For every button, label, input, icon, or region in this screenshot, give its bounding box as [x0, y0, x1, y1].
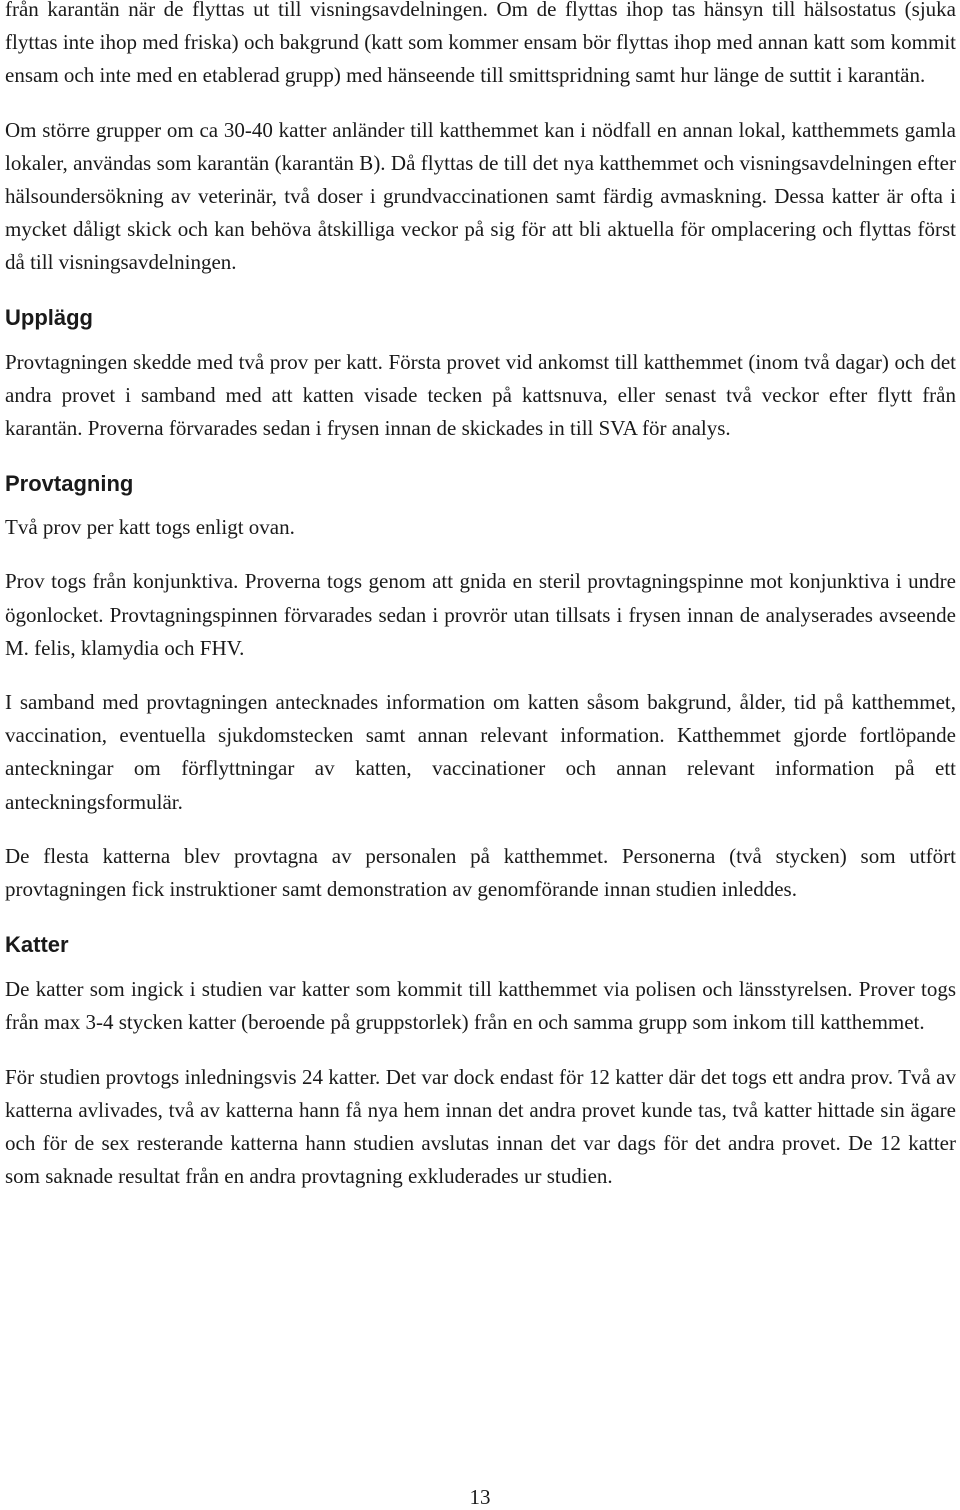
paragraph-information: I samband med provtagningen antecknades information om katten såsom bakgrund, ålder, tid på katthemmet, vaccination, eventuella sjukdomstecken samt annan relevant information. Katthemmet gjorde fortlöpande anteckningar om förflyttningar av katten, vaccinationer och annan relevant information på ett anteckningsformulär.: [5, 690, 956, 814]
heading-upplagg: Upplägg: [5, 304, 93, 330]
paragraph-antal-katter: För studien provtogs inledningsvis 24 katter. Det var dock endast för 12 katter där det togs ett andra prov. Två av katterna avlivades, två av katterna hann få nya hem innan det andra provet kunde tas, två katter hittade sin ägare och för de sex resterande katterna hann studien avslutas innan det var dags för det andra provet. De 12 katter som saknade resultat från en andra provtagning exkluderades ur studien.: [5, 1064, 956, 1189]
paragraph-katter-ursprung: De katter som ingick i studien var katter som kommit till katthemmet via polisen och länsstyrelsen. Prover togs från max 3-4 stycken katter (beroende på gruppstorlek) från en och samma grupp som inkom till katthemmet.: [5, 977, 956, 1035]
paragraph-personal: De flesta katterna blev provtagna av personalen på katthemmet. Personerna (två stycken) som utfört provtagningen fick instruktioner samt demonstration av genomförande innan studien inleddes.: [5, 843, 956, 902]
paragraph-tva-prov: Två prov per katt togs enligt ovan.: [5, 515, 295, 540]
paragraph-karantan-flytt: från karantän när de flyttas ut till visningsavdelningen. Om de flyttas ihop tas hänsyn till hälsostatus (sjuka flyttas inte ihop med friska) och bakgrund (katt som kommer ensam bör flyttas ihop med annan katt som kommit ensam och inte med en etablerad grupp) med hänseende till smittspridning samt hur länge de suttit i karantän.: [5, 0, 956, 88]
paragraph-upplagg: Provtagningen skedde med två prov per katt. Första provet vid ankomst till katthemmet (inom två dagar) och det andra provet i samband med att katten visade tecken på kattsnuva, eller senast två veckor efter flytt från karantän. Proverna förvarades sedan i frysen innan de skickades in till SVA för analys.: [5, 349, 956, 441]
paragraph-karantan-b: Om större grupper om ca 30-40 katter anländer till katthemmet kan i nödfall en annan lokal, katthemmets gamla lokaler, användas som karantän (karantän B). Då flyttas de till det nya katthemmet och visningsavdelningen efter hälsoundersökning av veterinär, två doser i grundvaccinationen samt färdig avmaskning. Dessa katter är ofta i mycket dåligt skick och kan behöva åtskilliga veckor på sig för att bli aktuella för omplacering och flyttas först då till visningsavdelningen.: [5, 117, 956, 275]
paragraph-konjunktiva: Prov togs från konjunktiva. Proverna togs genom att gnida en steril provtagningspinne mot konjunktiva i undre ögonlocket. Provtagningspinnen förvarades sedan i provrör utan tillsats i frysen innan de analyserades avseende M. felis, klamydia och FHV.: [5, 569, 956, 660]
heading-katter: Katter: [5, 932, 69, 958]
document-page: [5, 0, 956, 1193]
heading-provtagning: Provtagning: [5, 471, 134, 497]
page-number: 13: [469, 1485, 491, 1509]
